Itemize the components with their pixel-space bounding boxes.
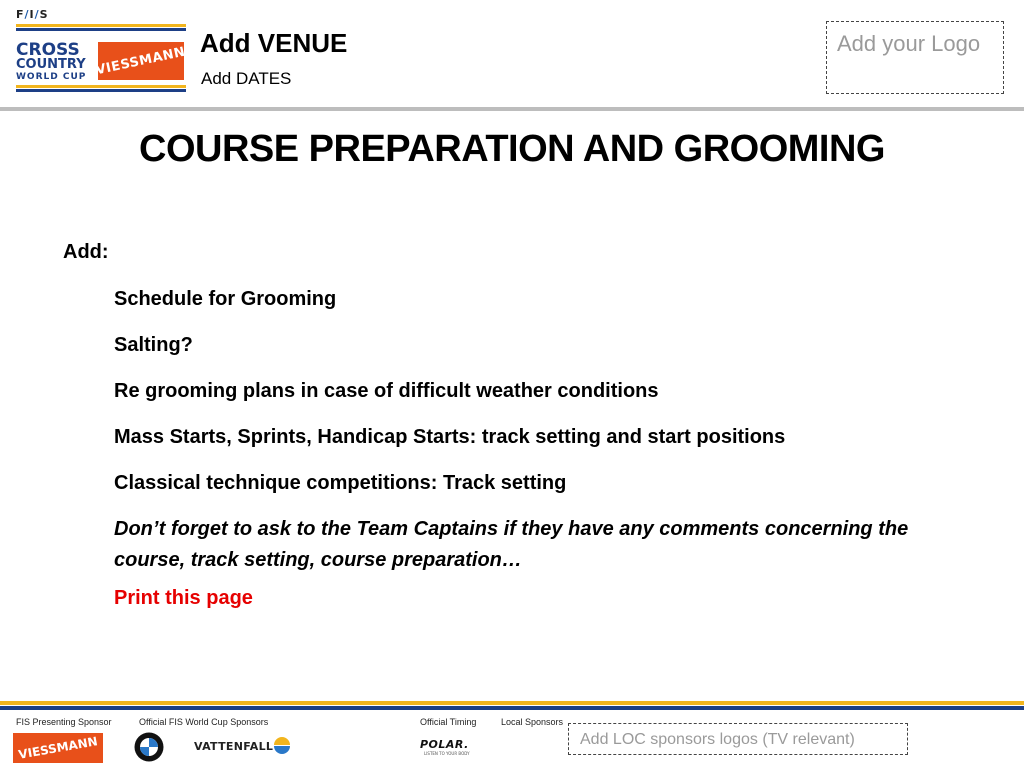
viessmann-sponsor-logo [13,733,103,763]
list-item: Salting? [114,334,193,356]
venue-title: Add VENUE [200,28,348,58]
loc-sponsors-placeholder: Add LOC sponsors logos (TV relevant) [568,723,908,755]
team-captains-note: Don’t forget to ask to the Team Captains if they have any comments concerning the course, track setting, course preparation… [114,518,909,571]
viessmann-sponsor-text: VIESSMANN [17,734,99,762]
logo-top-band-blue [16,28,186,31]
official-sponsors-label: Official FIS World Cup Sponsors [139,717,269,727]
local-sponsors-label: Local Sponsors [501,717,564,727]
print-page-link[interactable]: Print this page [114,587,253,609]
dates-subtitle: Add DATES [201,69,292,88]
logo-line-country: COUNTRY [16,57,86,72]
official-timing-label: Official Timing [420,717,477,727]
logo-bottom-band-gold [16,85,186,88]
polar-logo-text: POLAR. [420,738,469,751]
logo-placeholder: Add your Logo [826,21,1004,94]
page-title: COURSE PREPARATION AND GROOMING [139,128,885,170]
footer-band-blue [0,706,1024,710]
header-divider [0,107,1024,111]
footer-band-gold [0,701,1024,705]
presenting-sponsor-label: FIS Presenting Sponsor [16,717,112,727]
list-item: Re grooming plans in case of difficult weather conditions [114,380,659,402]
list-item: Schedule for Grooming [114,288,337,310]
logo-bottom-band-blue [16,89,186,92]
logo-top-band-gold [16,24,186,27]
list-item: Mass Starts, Sprints, Handicap Starts: track setting and start positions [114,426,786,448]
bmw-logo-icon [134,732,164,762]
logo-line-cross: CROSS [16,40,80,60]
fis-logo-text: F/I/S [16,8,49,21]
add-label: Add: [63,241,109,263]
viessmann-logo [94,42,188,80]
vattenfall-sun-icon [272,734,292,754]
viessmann-logo-text: VIESSMANN [94,44,188,78]
logo-line-world-cup: WORLD CUP [16,72,87,82]
polar-tagline: LISTEN TO YOUR BODY [424,751,470,756]
list-item: Classical technique competitions: Track setting [114,472,567,494]
vattenfall-logo-text: VATTENFALL [194,740,274,753]
cross-country-world-cup-logo [16,8,186,96]
